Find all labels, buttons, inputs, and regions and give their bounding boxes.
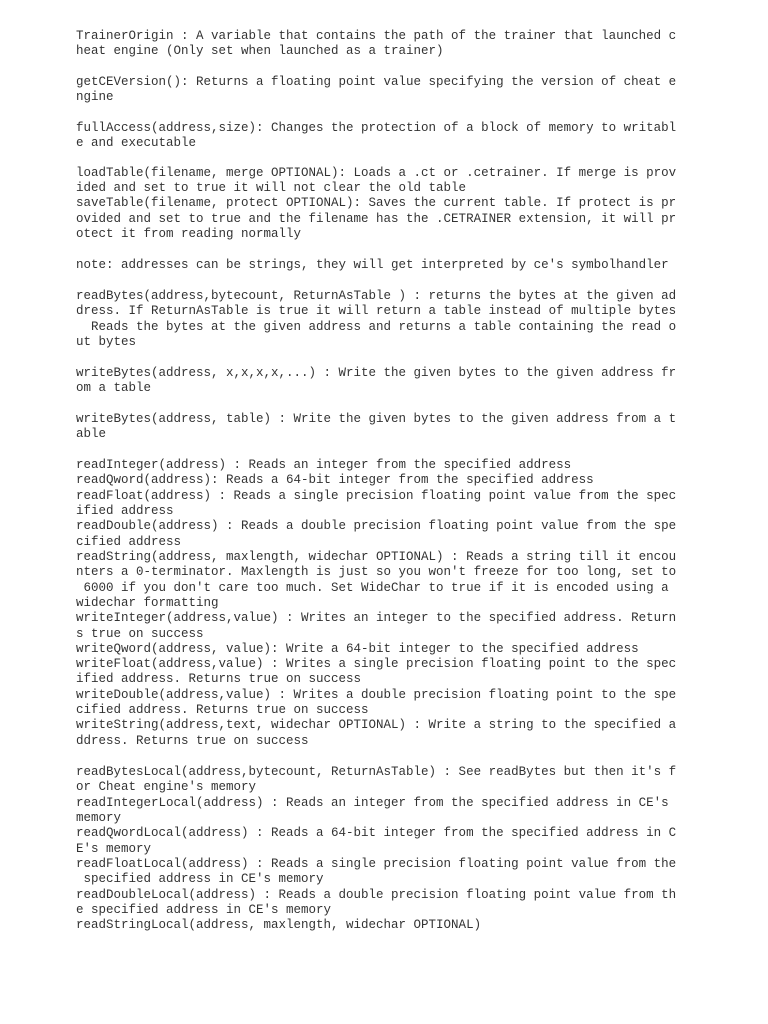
text-line: otect it from reading normally — [76, 227, 302, 241]
text-line: memory — [76, 811, 122, 825]
text-line: writeBytes(address, table) : Write the given bytes to the given address from a t — [76, 412, 677, 426]
text-line: ovided and set to true and the filename has the .CETRAINER extension, it will pr — [76, 212, 677, 226]
text-line: Reads the bytes at the given address and returns a table containing the read o — [76, 320, 677, 334]
text-line: s true on success — [76, 627, 204, 641]
text-line: ified address — [76, 504, 174, 518]
text-line: readFloat(address) : Reads a single precision floating point value from the spec — [76, 489, 677, 503]
text-line: readInteger(address) : Reads an integer from the specified address — [76, 458, 572, 472]
text-line: TrainerOrigin : A variable that contains the path of the trainer that launched c — [76, 29, 677, 43]
text-line: om a table — [76, 381, 152, 395]
text-line: readBytes(address,bytecount, ReturnAsTable ) : returns the bytes at the given ad — [76, 289, 677, 303]
text-line: readDouble(address) : Reads a double precision floating point value from the spe — [76, 519, 677, 533]
text-line: ided and set to true it will not clear the old table — [76, 181, 467, 195]
text-line: e specified address in CE's memory — [76, 903, 332, 917]
text-line: ut bytes — [76, 335, 137, 349]
text-line: writeBytes(address, x,x,x,x,...) : Write the given bytes to the given address fr — [76, 366, 677, 380]
text-line: saveTable(filename, protect OPTIONAL): Saves the current table. If protect is pr — [76, 196, 677, 210]
text-line: writeDouble(address,value) : Writes a double precision floating point to the spe — [76, 688, 677, 702]
text-line: able — [76, 427, 107, 441]
text-line: readString(address, maxlength, widechar OPTIONAL) : Reads a string till it encou — [76, 550, 677, 564]
text-line: getCEVersion(): Returns a floating point value specifying the version of cheat e — [76, 75, 677, 89]
text-line: dress. If ReturnAsTable is true it will return a table instead of multiple bytes — [76, 304, 677, 318]
text-line: or Cheat engine's memory — [76, 780, 257, 794]
text-line: fullAccess(address,size): Changes the protection of a block of memory to writabl — [76, 121, 677, 135]
text-line: writeString(address,text, widechar OPTIONAL) : Write a string to the specified a — [76, 718, 677, 732]
text-line: specified address in CE's memory — [76, 872, 324, 886]
text-line: e and executable — [76, 136, 197, 150]
text-line: readQwordLocal(address) : Reads a 64-bit integer from the specified address in C — [76, 826, 677, 840]
text-line: writeInteger(address,value) : Writes an integer to the specified address. Return — [76, 611, 677, 625]
text-line: ddress. Returns true on success — [76, 734, 309, 748]
text-line: readStringLocal(address, maxlength, widechar OPTIONAL) — [76, 918, 482, 932]
text-line: heat engine (Only set when launched as a trainer) — [76, 44, 444, 58]
text-line: nters a 0-terminator. Maxlength is just so you won't freeze for too long, set to — [76, 565, 677, 579]
text-line: readBytesLocal(address,bytecount, ReturnAsTable) : See readBytes but then it's f — [76, 765, 677, 779]
text-line: widechar formatting — [76, 596, 219, 610]
text-line: readDoubleLocal(address) : Reads a double precision floating point value from th — [76, 888, 677, 902]
text-line: cified address — [76, 535, 182, 549]
text-line: note: addresses can be strings, they will get interpreted by ce's symbolhandler — [76, 258, 669, 272]
text-line: E's memory — [76, 842, 152, 856]
text-line: readIntegerLocal(address) : Reads an integer from the specified address in CE's — [76, 796, 669, 810]
text-line: ified address. Returns true on success — [76, 672, 362, 686]
text-line: 6000 if you don't care too much. Set WideChar to true if it is encoded using a — [76, 581, 669, 595]
text-line: loadTable(filename, merge OPTIONAL): Loads a .ct or .cetrainer. If merge is prov — [76, 166, 677, 180]
text-line: writeQword(address, value): Write a 64-bit integer to the specified address — [76, 642, 639, 656]
text-line: cified address. Returns true on success — [76, 703, 369, 717]
text-line: readFloatLocal(address) : Reads a single precision floating point value from the — [76, 857, 677, 871]
text-line: ngine — [76, 90, 114, 104]
text-line: writeFloat(address,value) : Writes a single precision floating point to the spec — [76, 657, 677, 671]
text-line: readQword(address): Reads a 64-bit integer from the specified address — [76, 473, 594, 487]
